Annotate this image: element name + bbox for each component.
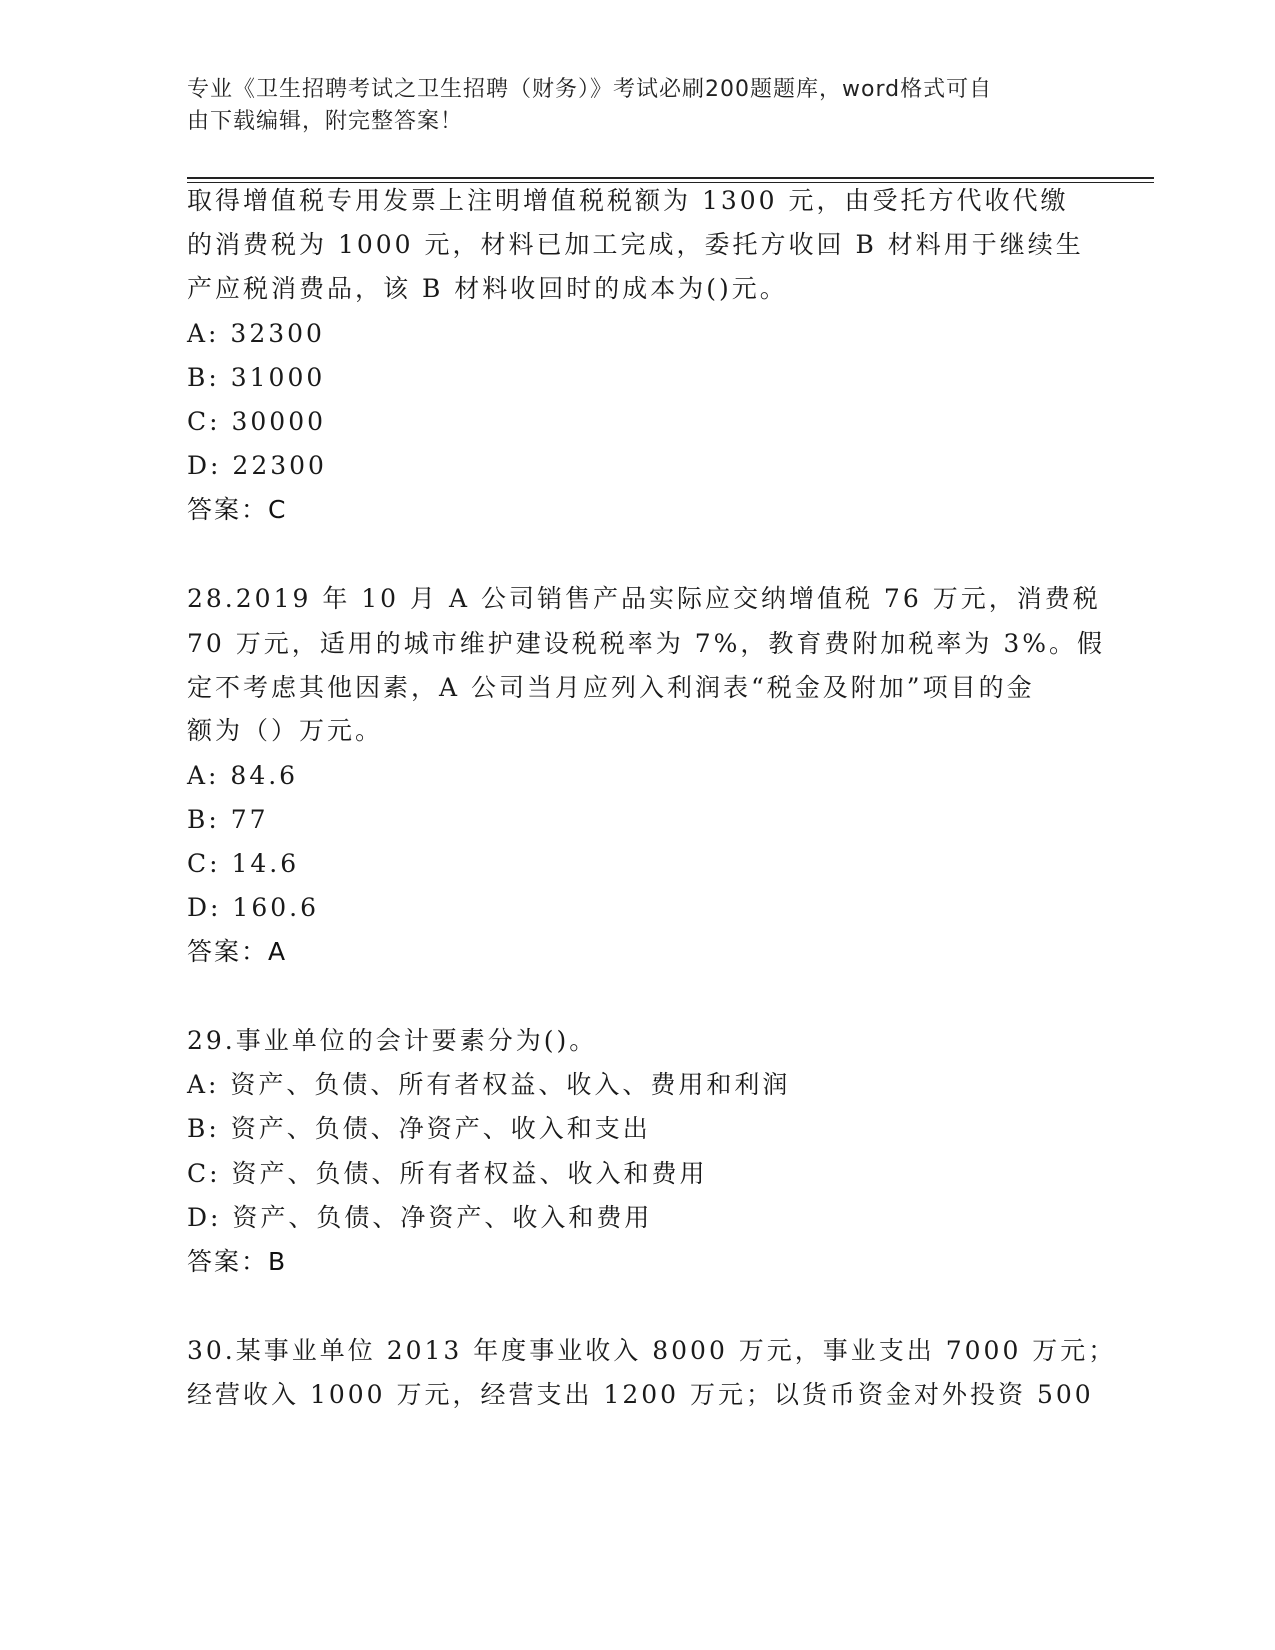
header-line-2: 由下载编辑，附完整答案！ xyxy=(187,109,464,134)
q28-option-d: D: 160.6 xyxy=(187,893,319,922)
q29-option-a: A: 资产、负债、所有者权益、收入、费用和利润 xyxy=(187,1070,791,1099)
q28-text-line: 额为（）万元。 xyxy=(187,716,384,745)
q28-text-line: 70 万元，适用的城市维护建设税税率为 7%，教育费附加税率为 3%。假 xyxy=(187,629,1105,658)
q27-text-line: 产应税消费品，该 B 材料收回时的成本为()元。 xyxy=(187,274,788,303)
q28-option-a: A: 84.6 xyxy=(187,761,299,790)
q27-text-line: 取得增值税专用发票上注明增值税税额为 1300 元，由受托方代收代缴 xyxy=(187,186,1069,215)
q27-option-c: C: 30000 xyxy=(187,407,327,436)
q30-text-line: 经营收入 1000 万元，经营支出 1200 万元；以货币资金对外投资 500 xyxy=(187,1380,1094,1409)
q29-option-c: C: 资产、负债、所有者权益、收入和费用 xyxy=(187,1159,708,1188)
q27-option-b: B: 31000 xyxy=(187,363,326,392)
q28-option-c: C: 14.6 xyxy=(187,849,300,878)
q28-text-line: 定不考虑其他因素，A 公司当月应列入利润表“税金及附加”项目的金 xyxy=(187,673,1035,702)
q28-answer: 答案：A xyxy=(187,937,288,966)
q27-answer: 答案：C xyxy=(187,495,288,524)
q29-option-b: B: 资产、负债、净资产、收入和支出 xyxy=(187,1114,651,1143)
q27-option-d: D: 22300 xyxy=(187,451,327,480)
q29-option-d: D: 资产、负债、净资产、收入和费用 xyxy=(187,1203,653,1232)
q27-text-line: 的消费税为 1000 元，材料已加工完成，委托方收回 B 材料用于继续生 xyxy=(187,230,1084,259)
q29-answer: 答案：B xyxy=(187,1247,288,1276)
q29-text-line: 29.事业单位的会计要素分为()。 xyxy=(187,1026,598,1055)
q30-text-line: 30.某事业单位 2013 年度事业收入 8000 万元，事业支出 7000 万元； xyxy=(187,1336,1117,1365)
q27-option-a: A: 32300 xyxy=(187,319,325,348)
q28-option-b: B: 77 xyxy=(187,805,269,834)
q28-text-line: 28.2019 年 10 月 A 公司销售产品实际应交纳增值税 76 万元，消费税 xyxy=(187,584,1101,613)
header-line-1: 专业《卫生招聘考试之卫生招聘（财务）》考试必刷200题题库，word格式可自 xyxy=(187,77,993,102)
document-header xyxy=(187,74,1067,138)
